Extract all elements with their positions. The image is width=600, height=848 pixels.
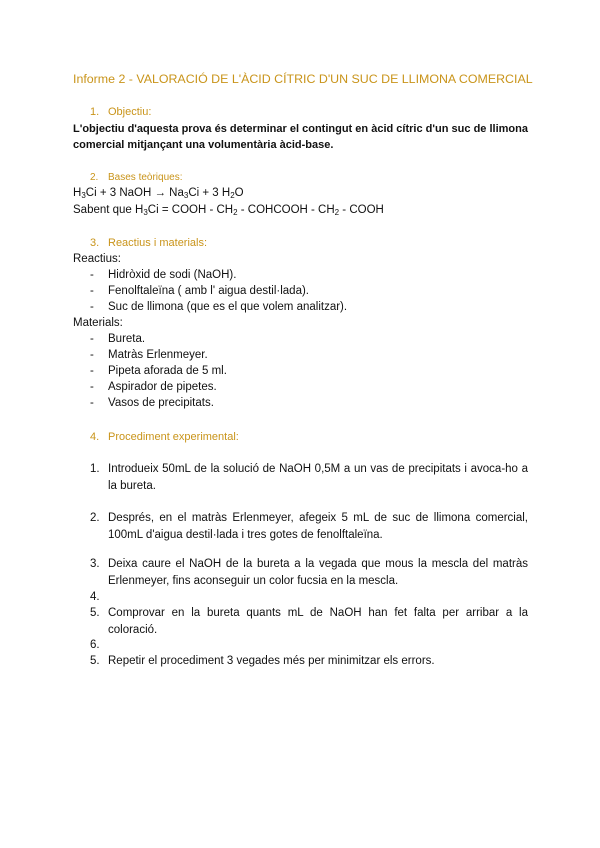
citric-acid-formula: Sabent que $H_3Ci$ = COOH - $CH_2$ - COHCOOH - $CH_2$ - COOH — [73, 204, 384, 217]
section-label: Procediment experimental: — [108, 431, 239, 443]
document-page: Informe 2 - VALORACIÓ DE L'ÀCID CÍTRIC D'UN SUC DE LLIMONA COMERCIAL 1. Objectiu: L'objectiu d'aquesta prova és determinar el contingut en àcid cítric d'un suc de llimona comercial mitjançant una volumentària àcid-base. 2. Bases teòriques: $H_3Ci + 3$ NaOH → $Na_3Ci + 3$ $H_2O$ Sabent que $H_3Ci$ = COOH - $CH_2$ - COHCOOH - $CH_2$ - COOH 3. Reactius i materials: Reactius: - Hidròxid de sodi (NaOH). - Fenolftaleïna ( amb l' aigua destil·lada). - Suc de llimona (que es el que volem analitzar). Materials: - Bureta. - Matràs Erlenmeyer. - Pipeta aforada de 5 ml. - Aspirador de pipetes. - Vasos de precipitats. 4. Procediment experimental: 1. Introdueix 50mL de la solució de NaOH 0,5M a un vas de precipitats i avoca-ho a la bureta. 2. Després, en el matràs Erlenmeyer, afegeix 5 mL de suc de llimona comercial, 100mL d'aigua destil·lada i tres gotes de fenolftaleïna. 3. Deixa caure el NaOH de la bureta a la vegada que mous la mescla del matràs Erlenmeyer, fins aconseguir un color fucsia en la mescla. 4. 5. Comprovar en la bureta quants mL de NaOH han fet falta per arribar a la coloració. 6. 5. Repetir el procediment 3 vegades més per minimitzar els errors. — [0, 0, 600, 848]
reagents-heading: Reactius: — [73, 253, 121, 265]
procedure-step: 1. Introdueix 50mL de la solució de NaOH 0,5M a un vas de precipitats i avoca-ho a la bureta. — [90, 463, 528, 492]
section-number: 3. — [90, 237, 100, 249]
reaction-equation: $H_3Ci + 3$ NaOH → $Na_3Ci + 3$ $H_2O$ — [73, 187, 244, 200]
section-label: Objectiu: — [108, 106, 152, 118]
procedure-step: 5. Repetir el procediment 3 vegades més per minimitzar els errors. — [90, 655, 435, 667]
procedure-step: 3. Deixa caure el NaOH de la bureta a la vegada que mous la mescla del matràs Erlenmeyer, fins aconseguir un color fucsia en la mescla. — [90, 558, 528, 587]
objective-paragraph: L'objectiu d'aquesta prova és determinar el contingut en àcid cítric d'un suc de llimona comercial mitjançant una volumentària àcid-base. — [73, 123, 528, 151]
document-title: Informe 2 - VALORACIÓ DE L'ÀCID CÍTRIC D'UN SUC DE LLIMONA COMERCIAL — [73, 72, 533, 86]
materials-heading: Materials: — [73, 317, 123, 329]
section-number: 1. — [90, 106, 100, 118]
procedure-step: 5. Comprovar en la bureta quants mL de NaOH han fet falta per arribar a la coloració. — [90, 607, 528, 636]
procedure-step: 2. Després, en el matràs Erlenmeyer, afegeix 5 mL de suc de llimona comercial, 100mL d'aigua destil·lada i tres gotes de fenolftaleïna. — [90, 512, 528, 541]
section-label: Reactius i materials: — [108, 237, 208, 249]
section-number: 4. — [90, 431, 100, 443]
section-label: Bases teòriques: — [108, 172, 183, 183]
section-number: 2. — [90, 172, 99, 183]
